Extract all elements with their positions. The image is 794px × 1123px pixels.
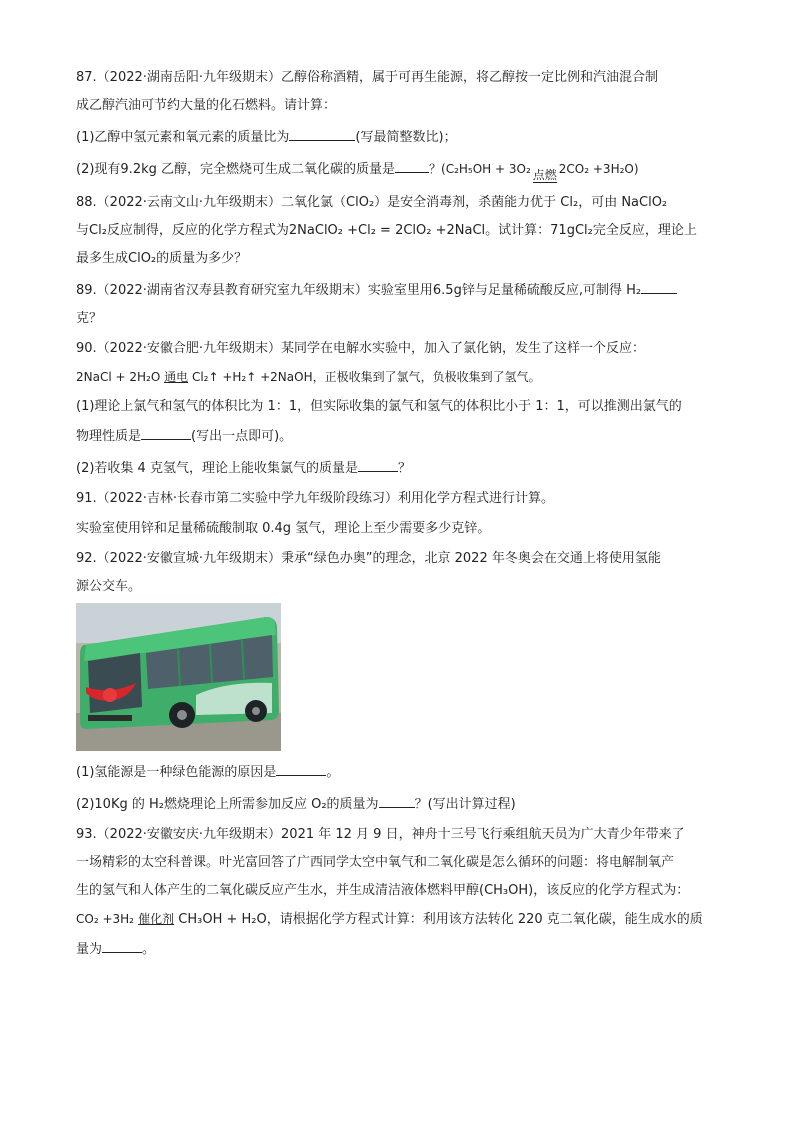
- q92-part1-blank[interactable]: [276, 761, 326, 776]
- q93-line1: 93.（2022·安徽安庆·九年级期末）2021 年 12 月 9 日，神舟十三号飞行乘组航天员为广大青少年带来了: [76, 827, 685, 842]
- q91-line1: 91.（2022·吉林·长春市第二实验中学九年级阶段练习）利用化学方程式进行计算。: [76, 491, 555, 506]
- worksheet-page: [76, 68, 722, 960]
- q89-line1-text: 89.（2022·湖南省汉寿县教育研究室九年级期末）实验室里用6.5g锌与足量稀硫酸反应,可制得 H₂: [76, 283, 642, 298]
- q92-line2: 源公交车。: [76, 579, 142, 594]
- question-91: [76, 489, 722, 539]
- q90-part1-line1: (1)理论上氯气和氢气的体积比为 1：1，但实际收集的氯气和氢气的体积比小于 1：1，可以推测出氯气的: [76, 399, 682, 414]
- q93-equation-condition: 催化剂: [138, 912, 175, 926]
- question-88: [76, 193, 722, 269]
- q90-part2: [76, 457, 722, 479]
- front-wheel-hub: [177, 710, 187, 720]
- question-92: [76, 549, 722, 815]
- q89-line1: [76, 279, 722, 301]
- rear-wheel-hub: [252, 707, 260, 715]
- q91-line2: 实验室使用锌和足量稀硫酸制取 0.4g 氢气，理论上至少需要多少克锌。: [76, 521, 491, 536]
- q92-part1-suffix: 。: [326, 765, 340, 780]
- q90-part1-blank[interactable]: [141, 425, 191, 440]
- q93-line3: 生的氢气和人体产生的二氧化碳反应产生水，并生成清洁液体燃料甲醇(CH₃OH)，该反应的化学方程式为：: [76, 883, 690, 898]
- q88-line3: 最多生成ClO₂的质量为多少？: [76, 251, 248, 266]
- q87-condition-bar: [533, 182, 557, 183]
- question-93: [76, 825, 722, 960]
- q87-part1: [76, 126, 722, 148]
- q87-part2-text: (2)现有9.2kg 乙醇，完全燃烧可生成二氧化碳的质量是: [76, 162, 396, 177]
- q90-part2-blank[interactable]: [358, 457, 398, 472]
- q90-line1: 90.（2022·安徽合肥·九年级期末）某同学在电解水实验中，加入了氯化钠，发生了这样一个反应：: [76, 341, 646, 356]
- q87-condition-label: 点燃: [532, 168, 557, 182]
- q88-line1: 88.（2022·云南文山·九年级期末）二氧化氯（ClO₂）是安全消毒剂，杀菌能力优于 Cl₂，可由 NaClO₂: [76, 195, 668, 210]
- q90-equation-condition: 通电: [164, 370, 189, 384]
- question-89: [76, 279, 722, 329]
- q87-part1-suffix: (写最简整数比)；: [355, 130, 457, 145]
- q87-part2-blank[interactable]: [395, 158, 429, 173]
- q90-part1-suffix: (写出一点即可)。: [191, 429, 293, 444]
- bus-windshield: [88, 653, 142, 713]
- q87-part2: [76, 158, 722, 183]
- q89-line2: 克？: [76, 311, 103, 326]
- q90-part2-suffix: ？: [397, 461, 411, 476]
- q90-part1-line2: [76, 425, 722, 447]
- q93-equation-left: CO₂ +3H₂: [76, 912, 134, 926]
- q90-equation-right: Cl₂↑ +H₂↑ +2NaOH，正极收集到了氯气，负极收集到了氢气。: [191, 370, 541, 384]
- q90-part2-text: (2)若收集 4 克氢气，理论上能收集氯气的质量是: [76, 461, 358, 476]
- q93-line5: [76, 938, 722, 960]
- q87-part1-text: (1)乙醇中氢元素和氧元素的质量比为: [76, 130, 290, 145]
- q92-part2-suffix: ？(写出计算过程): [414, 797, 516, 812]
- q93-line5-text: 量为: [76, 942, 103, 957]
- q87-stem-line1: 87.（2022·湖南岳阳·九年级期末）乙醇俗称酒精，属于可再生能源，将乙醇按一定比例和汽油混合制: [76, 70, 659, 85]
- q88-line2: 与Cl₂反应制得，反应的化学方程式为2NaClO₂ +Cl₂ = 2ClO₂ +2NaCl。试计算：71gCl₂完全反应，理论上: [76, 223, 697, 238]
- q93-line2: 一场精彩的太空科普课。叶光富回答了广西同学太空中氧气和二氧化碳是怎么循环的问题：将电解制氧产: [76, 855, 675, 870]
- q87-stem-line2: 成乙醇汽油可节约大量的化石燃料。请计算：: [76, 98, 337, 113]
- q87-part2-paren: ？(: [429, 162, 446, 176]
- q90-equation-left: 2NaCl + 2H₂O: [76, 370, 161, 384]
- q92-line1: 92.（2022·安徽宣城·九年级期末）秉承“绿色办奥”的理念，北京 2022 年冬奥会在交通上将使用氢能: [76, 551, 661, 566]
- q92-part1-text: (1)氢能源是一种绿色能源的原因是: [76, 765, 277, 780]
- q92-part1: [76, 761, 722, 783]
- q93-equation-right: CH₃OH + H₂O，请根据化学方程式计算：利用该方法转化 220 克二氧化碳，能生成水的质: [178, 912, 703, 927]
- question-90: [76, 339, 722, 479]
- q89-blank[interactable]: [641, 279, 677, 294]
- q87-part1-blank[interactable]: [289, 126, 355, 141]
- q92-part2-text: (2)10Kg 的 H₂燃烧理论上所需参加反应 O₂的质量为: [76, 797, 379, 812]
- q92-part2: [76, 793, 722, 815]
- q93-blank[interactable]: [102, 938, 142, 953]
- ribbon-flower: [103, 688, 117, 702]
- question-87: [76, 68, 722, 183]
- q90-part1-text: 物理性质是: [76, 429, 142, 444]
- q87-equation-left: C₂H₅OH + 3O₂: [445, 162, 531, 176]
- front-bumper: [88, 715, 132, 721]
- q93-equation-line: [76, 909, 722, 930]
- q93-line5-suffix: 。: [142, 942, 156, 957]
- q87-equation-condition: [533, 169, 557, 183]
- q90-equation: [76, 367, 722, 387]
- hydrogen-bus-photo: [76, 603, 281, 751]
- q87-equation-right: 2CO₂ +3H₂O): [558, 162, 639, 176]
- q92-part2-blank[interactable]: [379, 793, 415, 808]
- bus-illustration: [76, 603, 281, 751]
